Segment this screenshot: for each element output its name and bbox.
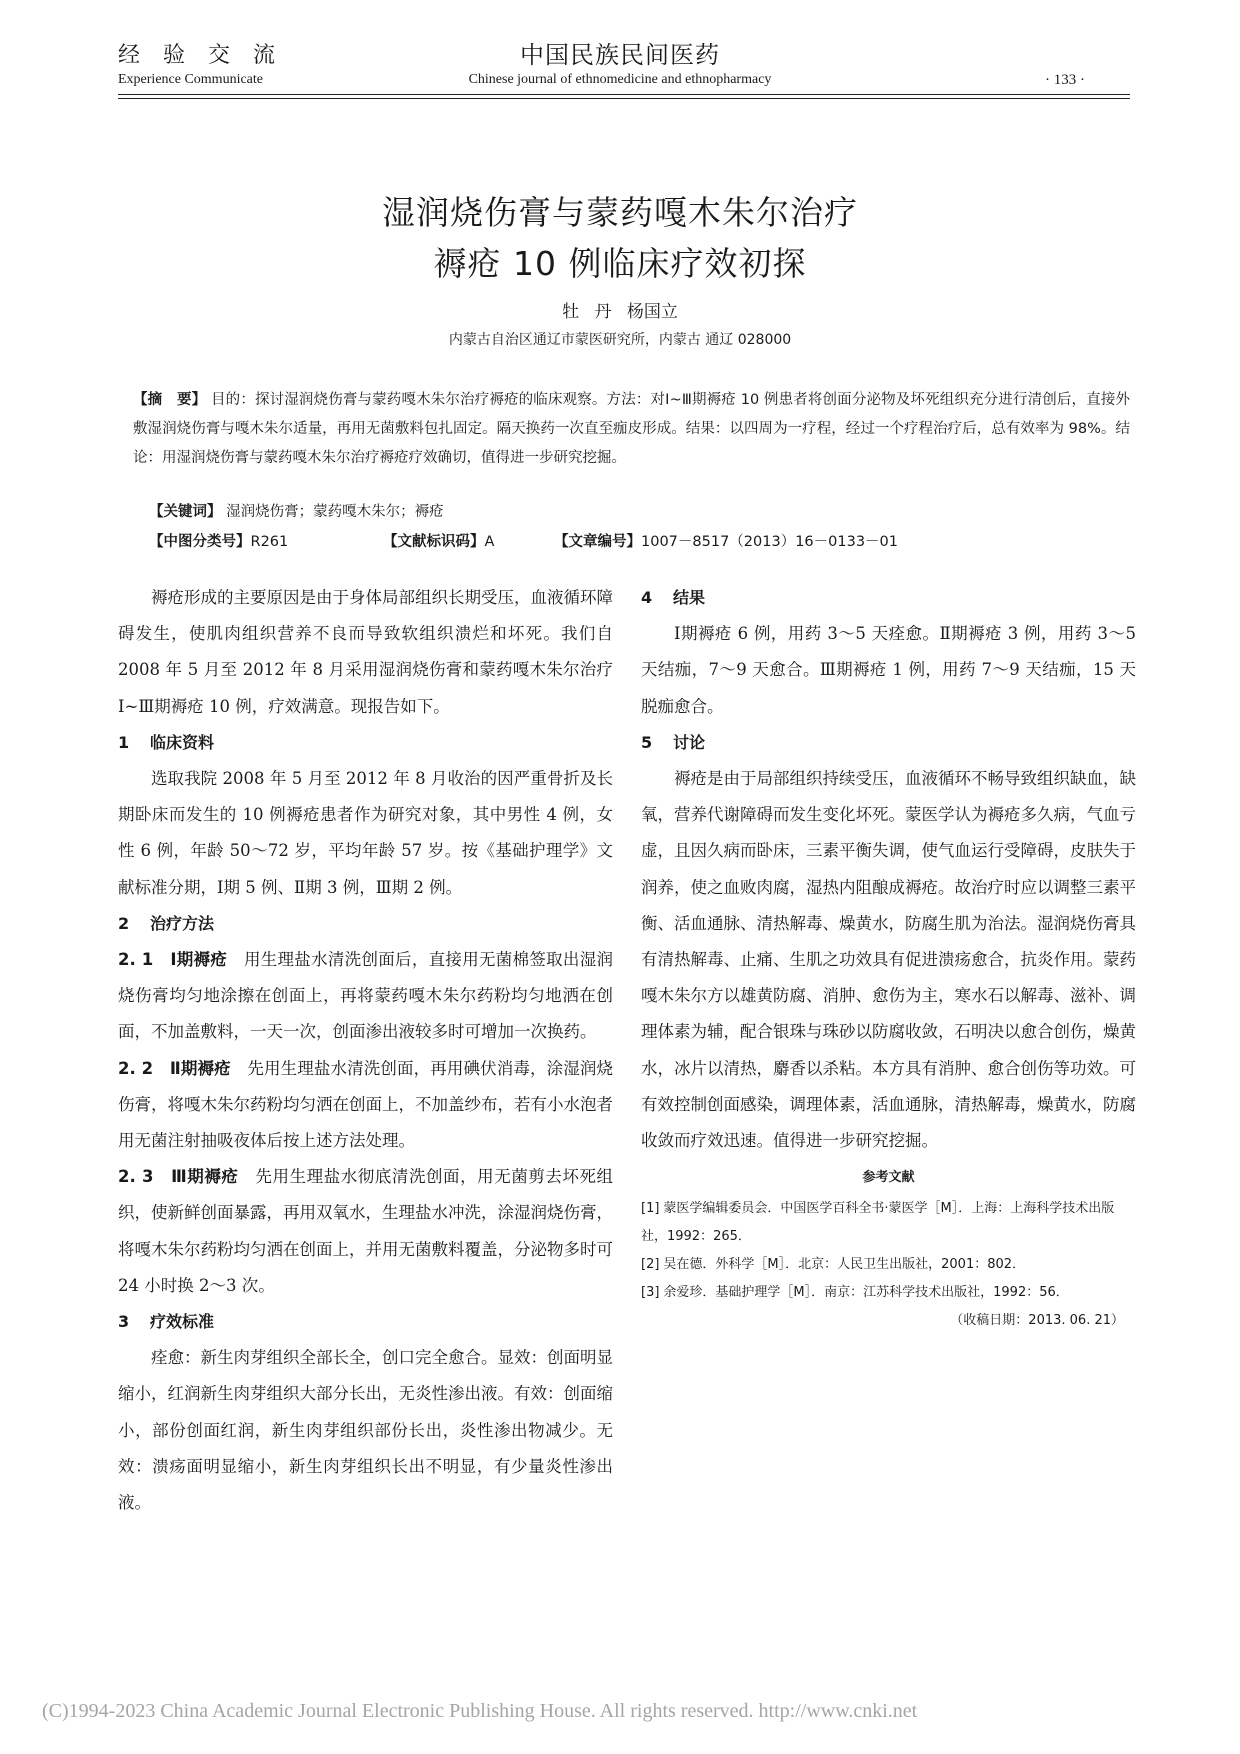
subsection-2-1-text: 用生理盐水清洗创面后，直接用无菌棉签取出湿润烧伤膏均匀地涂擦在创面上，再将蒙药嘎木朱尔药粉均匀地洒在创面，不加盖敷料，一天一次，创面渗出液较多时可增加一次换药。 [118, 950, 614, 1042]
section-label: 经 验 交 流 [118, 43, 283, 68]
section-heading-2: 2 治疗方法 [118, 913, 215, 933]
article-title-line1: 湿润烧伤膏与蒙药嘎木朱尔治疗 [382, 193, 858, 232]
article-number [554, 530, 898, 551]
doc-code-value: A [484, 534, 495, 550]
keywords [149, 500, 444, 521]
reference-item: [3] 余爱珍．基础护理学［M］．南京：江苏科学技术出版社，1992：56． [641, 1285, 1069, 1301]
section-5-text: 褥疮是由于局部组织持续受压，血液循环不畅导致组织缺血，缺氧，营养代谢障碍而发生变化坏死。蒙医学认为褥疮多久病，气血亏虚，且因久病而卧床，三素平衡失调，使气血运行受障碍，皮肤失于润养，使之血败肉腐，湿热内阻酿成褥疮。故治疗时应以调整三素平衡、活血通脉、清热解毒、燥黄水，防腐生肌为治法。湿润烧伤膏具有清热解毒、止痛、生肌之功效具有促进溃疡愈合，抗炎作用。蒙药嘎木朱尔方以雄黄防腐、消肿、愈伤为主，寒水石以解毒、滋补、调理体素为辅，配合银珠与珠砂以防腐收敛，石明决以愈合创伤，燥黄水，冰片以清热，麝香以杀粘。本方具有消肿、愈合创伤等功效。可有效控制创面感染，调理体素，活血通脉，清热解毒，燥黄水，防腐收敛而疗效迅速。值得进一步研究挖掘。 [641, 769, 1136, 1151]
section-heading-5: 5 讨论 [641, 732, 706, 752]
abstract-text: 目的：探讨湿润烧伤膏与蒙药嘎木朱尔治疗褥疮的临床观察。方法：对Ⅰ~Ⅲ期褥疮 10 例患者将创面分泌物及坏死组织充分进行清创后，直接外敷湿润烧伤膏与嘎木朱尔适量，再用无菌敷料包扎固定。隔天换药一次直至痂皮形成。结果：以四周为一疗程，经过一个疗程治疗后，总有效率为 98%。结论：用湿润烧伤膏与蒙药嘎木朱尔治疗褥疮疗效确切，值得进一步研究挖掘。 [133, 392, 1131, 466]
article-title-line2: 褥疮 10 例临床疗效初探 [433, 244, 807, 283]
doc-code [383, 530, 494, 551]
section-4-text: Ⅰ期褥疮 6 例，用药 3～5 天痊愈。Ⅱ期褥疮 3 例，用药 3～5 天结痂，7～9 天愈合。Ⅲ期褥疮 1 例，用药 7～9 天结痂，15 天脱痂愈合。 [641, 624, 1136, 716]
clc-label: 【中图分类号】 [149, 534, 251, 550]
body-column-right [641, 580, 1136, 1335]
keywords-label: 【关键词】 [149, 504, 222, 520]
abstract [133, 386, 1130, 473]
section-3-text: 痊愈：新生肉芽组织全部长全，创口完全愈合。显效：创面明显缩小，红润新生肉芽组织大部分长出，无炎性渗出液。有效：创面缩小，部份创面红润，新生肉芽组织部份长出，炎性渗出物减少。无效：溃疡面明显缩小，新生肉芽组织长出不明显，有少量炎性渗出液。 [118, 1348, 613, 1513]
subsection-2-2-head: 2. 2 Ⅱ期褥疮 [118, 1058, 231, 1078]
header-rule [118, 98, 1130, 99]
received-date: （收稿日期：2013. 06. 21） [950, 1313, 1124, 1329]
doc-code-label: 【文献标识码】 [383, 534, 485, 550]
subsection-2-1 [118, 942, 613, 1051]
article-number-label: 【文章编号】 [554, 534, 641, 550]
section-heading-4: 4 结果 [641, 588, 706, 607]
subsection-2-1-head: 2. 1 Ⅰ期褥疮 [118, 950, 228, 970]
section-heading-3: 3 疗效标准 [118, 1312, 215, 1332]
references-title: 参考文献 [862, 1170, 915, 1186]
affiliation: 内蒙古自治区通辽市蒙医研究所，内蒙古 通辽 028000 [448, 332, 792, 348]
journal-title: 中国民族民间医药 [520, 41, 720, 69]
section-label-en: Experience Communicate [118, 72, 263, 87]
page-number: · 133 · [1045, 72, 1085, 88]
subsection-2-3-head: 2. 3 Ⅲ期褥疮 [118, 1167, 239, 1187]
copyright-footer: (C)1994-2023 China Academic Journal Electronic Publishing House. All rights reserved. http://www.cnki.net [42, 1700, 918, 1722]
subsection-2-3-text: 先用生理盐水彻底清洗创面，用无菌剪去坏死组织，使新鲜创面暴露，再用双氧水，生理盐水冲洗，涂湿润烧伤膏，将嘎木朱尔药粉均匀洒在创面上，并用无菌敷料覆盖，分泌物多时可 24 小时换 2～3 次。 [118, 1167, 614, 1295]
subsection-2-2-text: 先用生理盐水清洗创面，再用碘伏消毒，涂湿润烧伤膏，将嘎木朱尔药粉均匀洒在创面上，不加盖纱布，若有小水泡者用无菌注射抽吸夜体后按上述方法处理。 [118, 1058, 614, 1151]
article-number-value: 1007－8517（2013）16－0133－01 [641, 534, 899, 550]
clc-value: R261 [250, 534, 289, 550]
subsection-2-2 [118, 1051, 613, 1160]
section-heading-1: 1 临床资料 [118, 732, 215, 752]
reference-item: [1] 蒙医学编辑委员会．中国医学百科全书·蒙医学［M］．上海：上海科学技术出版社，1992：265． [641, 1201, 1115, 1245]
section-1-text: 选取我院 2008 年 5 月至 2012 年 8 月收治的因严重骨折及长期卧床而发生的 10 例褥疮患者作为研究对象，其中男性 4 例，女性 6 例，年龄 50～72 岁，平均年龄 57 岁。按《基础护理学》文献标准分期，Ⅰ期 5 例、Ⅱ期 3 例，Ⅲ期 2 例。 [118, 769, 613, 897]
intro-paragraph: 褥疮形成的主要原因是由于身体局部组织长期受压，血液循环障碍发生，使肌肉组织营养不良而导致软组织溃烂和坏死。我们自 2008 年 5 月至 2012 年 8 月采用湿润烧伤膏和蒙药嘎木朱尔治疗Ⅰ~Ⅲ期褥疮 10 例，疗效满意。现报告如下。 [118, 588, 613, 716]
reference-item: [2] 吴在德．外科学［M］．北京：人民卫生出版社，2001：802． [641, 1257, 1026, 1273]
header-rule [118, 94, 1130, 95]
clc-code [149, 530, 288, 551]
abstract-label: 【摘 要】 [133, 392, 207, 408]
keywords-text: 湿润烧伤膏；蒙药嘎木朱尔；褥疮 [226, 504, 444, 520]
authors: 牡 丹 杨国立 [562, 302, 678, 322]
body-column-left [118, 580, 613, 1521]
journal-title-en: Chinese journal of ethnomedicine and ethnopharmacy [468, 72, 772, 87]
subsection-2-3 [118, 1159, 613, 1304]
